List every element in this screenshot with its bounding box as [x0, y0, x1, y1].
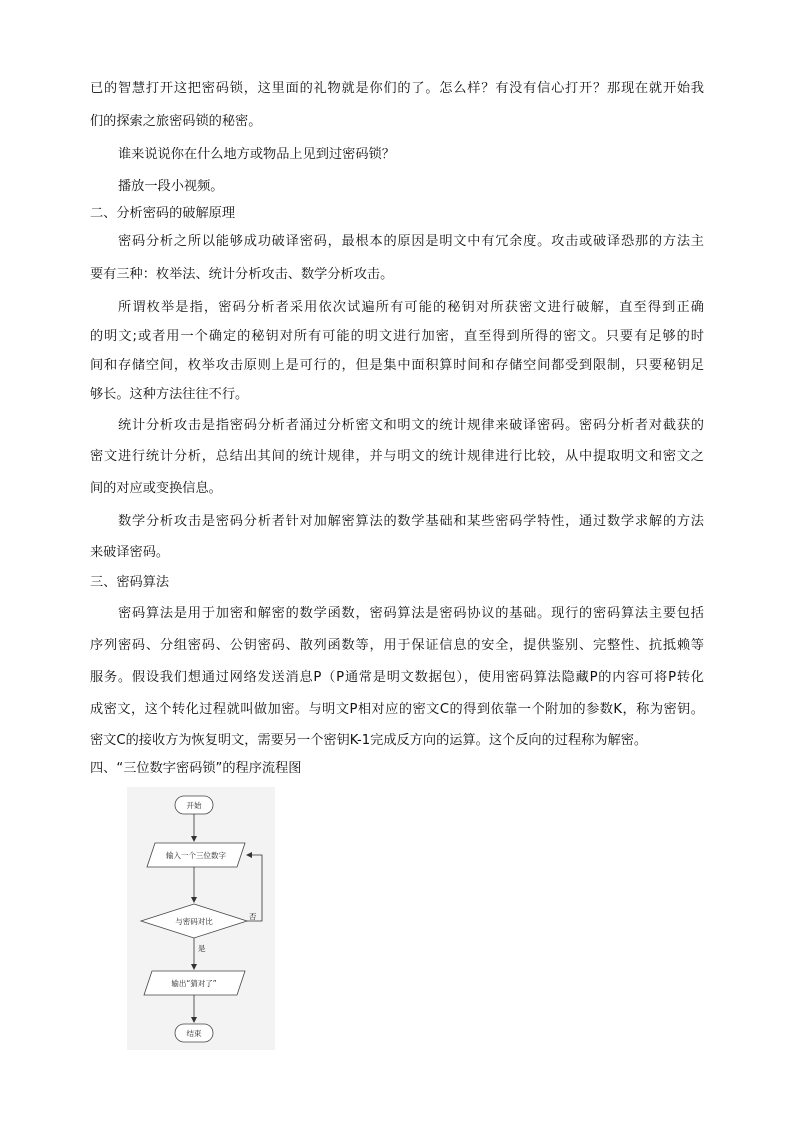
- flowchart-svg: [127, 787, 275, 1050]
- no-label: 否: [249, 912, 257, 921]
- end-label: 结束: [186, 1029, 202, 1038]
- paragraph-line: 们的探索之旅密码锁的秘密。: [90, 114, 262, 129]
- compare-label: 与密码对比: [175, 917, 213, 926]
- paragraph-line: 来破译密码。: [90, 545, 170, 560]
- yes-label: 是: [198, 944, 206, 953]
- paragraph-line: 数学分析攻击是密码分析者针对加解密算法的数学基础和某些密码学特性，通过数学求解的方法: [118, 514, 704, 529]
- paragraph-line: 谁来说说你在什么地方或物品上见到过密码锁？: [118, 147, 395, 162]
- paragraph-line: 已的智慧打开这把密码锁，这里面的礼物就是你们的了。怎么样？有没有信心打开？那现在就开始我: [90, 81, 704, 96]
- section-heading-3: 三、密码算法: [90, 575, 170, 590]
- paragraph-line: 成密文，这个转化过程就叫做加密。与明文P相对应的密文C的得到依靠一个附加的参数K，称为密钥。: [90, 702, 704, 717]
- paragraph-line: 密文进行统计分析，总结出其间的统计规律，并与明文的统计规律进行比较，从中提取明文和密文之: [90, 449, 704, 464]
- input-label: 输入一个三位数字: [166, 851, 226, 860]
- start-label: 开始: [186, 801, 202, 810]
- paragraph-line: 统计分析攻击是指密码分析者涌过分析密文和明文的统计规律来破译密码。密码分析者对截获的: [118, 418, 704, 433]
- paragraph-line: 播放一段小视频。: [118, 179, 224, 194]
- section-heading-4: 四、“三位数字密码锁”的程序流程图: [90, 761, 302, 776]
- paragraph-line: 密码分析之所以能够成功破译密码，最根本的原因是明文中有冗余度。攻击或破译恐那的方法主: [118, 234, 704, 249]
- flowchart: [127, 787, 275, 1050]
- paragraph-line: 间的对应或变换信息。: [90, 481, 222, 496]
- paragraph-line: 密文C的接收方为恢复明文，需要另一个密钥K-1完成反方向的运算。这个反向的过程称为解密。: [90, 733, 648, 748]
- paragraph-line: 密码算法是用于加密和解密的数学函数，密码算法是密码协议的基础。现行的密码算法主要包括: [118, 606, 704, 621]
- paragraph-line: 所谓枚举是指，密码分析者采用依次试遍所有可能的秘钥对所获密文进行破解，直至得到正确: [118, 300, 704, 315]
- output-label: 输出“猜对了”: [171, 979, 217, 988]
- paragraph-line: 够长。这种方法往往不行。: [90, 387, 249, 402]
- paragraph-line: 间和存储空间，枚举攻击原则上是可行的，但是集中面积算时间和存储空间都受到限制，只要秘钥足: [90, 358, 704, 373]
- paragraph-line: 序列密码、分组密码、公钥密码、散列函数等，用于保证信息的安全，提供鉴别、完整性、抗抵赖等: [90, 638, 704, 653]
- section-heading-2: 二、分析密码的破解原理: [90, 206, 236, 221]
- paragraph-line: 要有三种：枚举法、统计分析攻击、数学分析攻击。: [90, 267, 394, 282]
- paragraph-line: 服务。假设我们想通过网络发送消息P（P通常是明文数据包），使用密码算法隐藏P的内容可将P转化: [90, 670, 704, 685]
- paragraph-line: 的明文;或者用一个确定的秘钥对所有可能的明文进行加密，直至得到所得的密文。只要有足够的时: [90, 329, 704, 344]
